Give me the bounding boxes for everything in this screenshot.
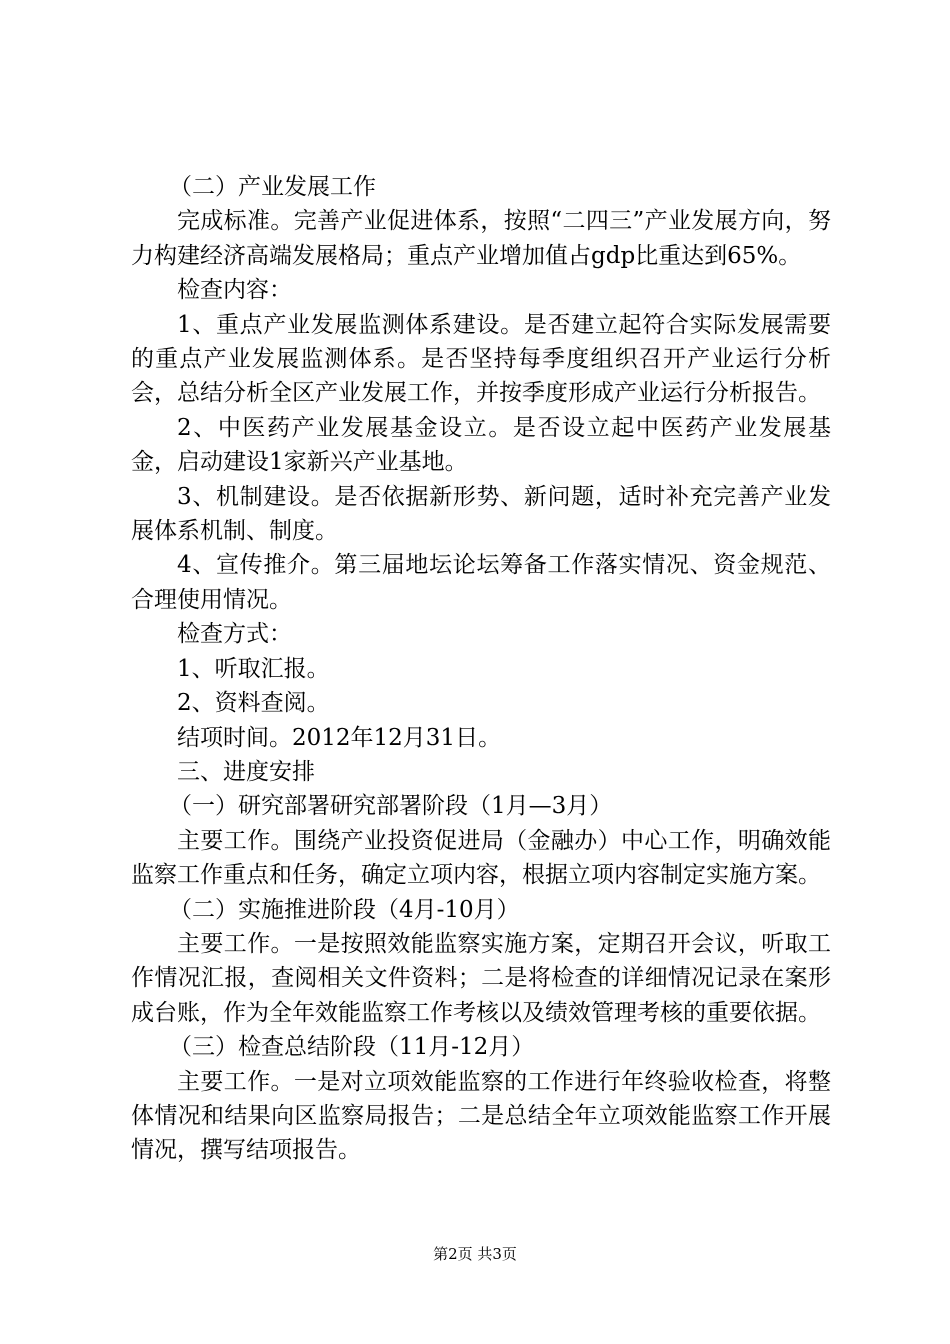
stage-2-heading: （二）实施推进阶段（4月-10月） [169,896,520,923]
inspection-item-2: 2、中医药产业发展基金设立。是否设立起中医药产业发展基金，启动建设1家新兴产业基地。 [131,414,831,476]
stage-3-work: 主要工作。一是对立项效能监察的工作进行年终验收检查，将整体情况和结果向区监察局报告；二是总结全年立项效能监察工作开展情况，撰写结项报告。 [131,1068,831,1164]
page-footer [0,1244,950,1264]
closing-time-paragraph: 结项时间。2012年12月31日。 [177,724,502,751]
document-body [131,170,831,1168]
stage-1-heading: （一）研究部署研究部署阶段（1月—3月） [169,793,613,820]
stage-1-work: 主要工作。围绕产业投资促进局（金融办）中心工作，明确效能监察工作重点和任务，确定立项内容，根据立项内容制定实施方案。 [131,827,831,889]
section-heading-schedule: 三、进度安排 [177,758,315,785]
section-heading-industry-development: （二）产业发展工作 [169,174,376,200]
inspection-method-1: 1、听取汇报。 [177,655,330,682]
inspection-content-label: 检查内容： [177,277,292,304]
completion-standard-paragraph: 完成标准。完善产业促进体系，按照“二四三”产业发展方向，努力构建经济高端发展格局；重点产业增加值占gdp比重达到65%。 [131,208,831,269]
stage-3-heading: （三）检查总结阶段（11月-12月） [169,1034,535,1061]
inspection-item-1: 1、重点产业发展监测体系建设。是否建立起符合实际发展需要的重点产业发展监测体系。是否坚持每季度组织召开产业运行分析会，总结分析全区产业发展工作，并按季度形成产业运行分析报告。 [131,311,831,407]
inspection-item-3: 3、机制建设。是否依据新形势、新问题，适时补充完善产业发展体系机制、制度。 [131,483,831,545]
page-indicator: 第2页 共3页 [433,1245,517,1263]
inspection-method-label: 检查方式： [177,621,292,648]
stage-2-work: 主要工作。一是按照效能监察实施方案，定期召开会议，听取工作情况汇报，查阅相关文件资料；二是将检查的详细情况记录在案形成台账，作为全年效能监察工作考核以及绩效管理考核的重要依据。 [131,930,831,1026]
inspection-item-4: 4、宣传推介。第三届地坛论坛筹备工作落实情况、资金规范、合理使用情况。 [131,552,831,613]
inspection-method-2: 2、资料查阅。 [177,690,330,717]
